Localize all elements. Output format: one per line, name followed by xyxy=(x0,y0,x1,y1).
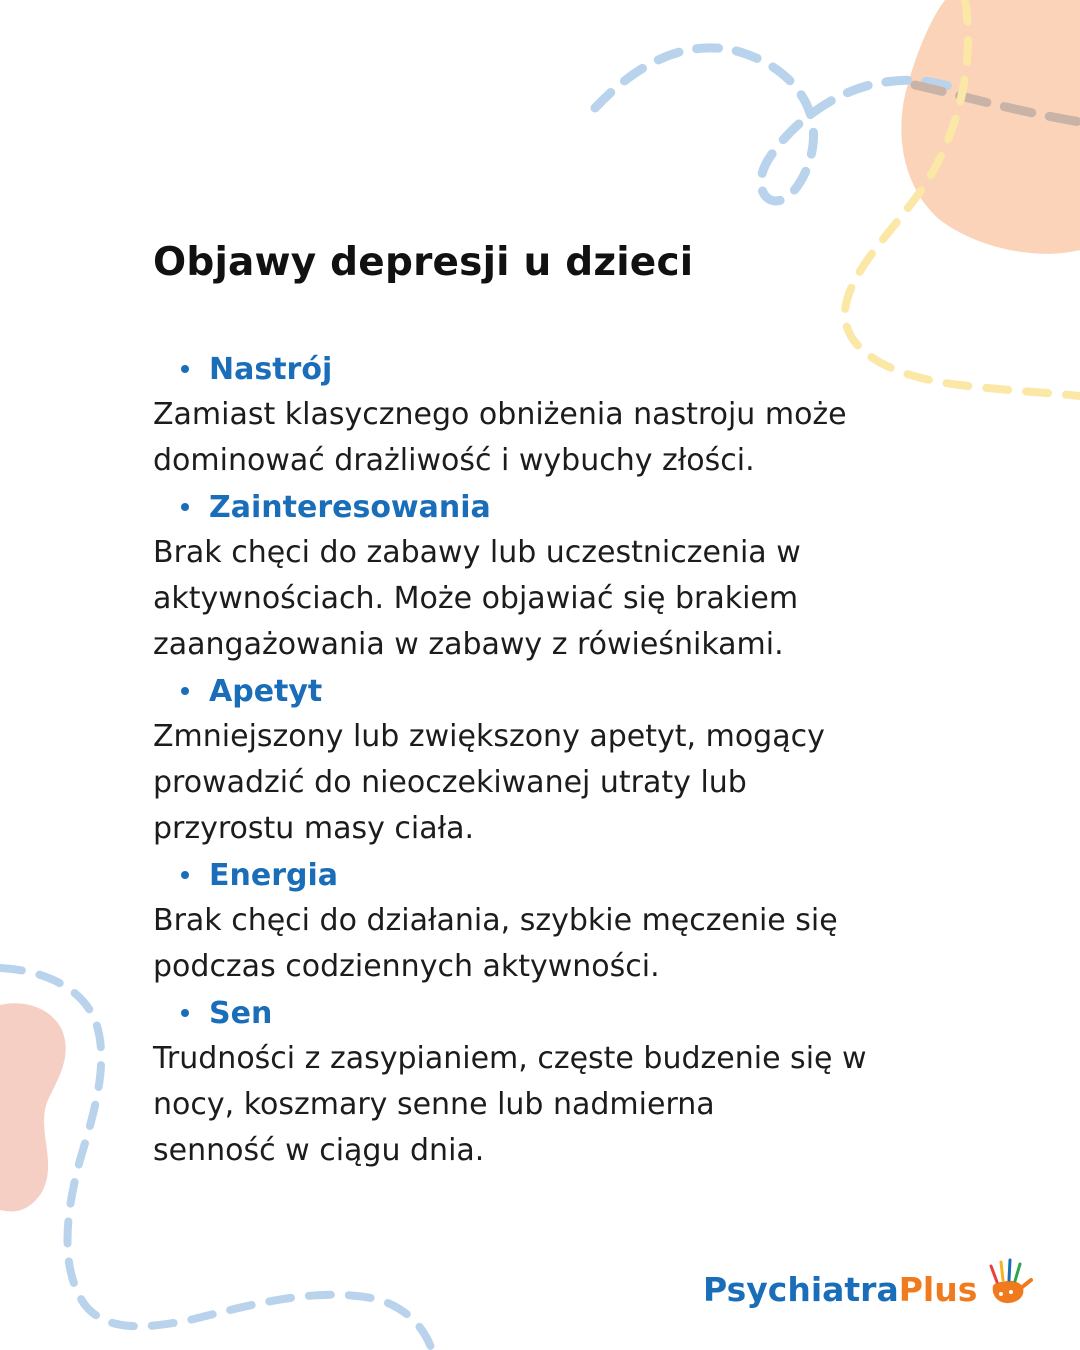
hand-print-icon xyxy=(979,1256,1033,1310)
brand-logo xyxy=(703,1260,1033,1320)
bullet-icon xyxy=(181,871,189,879)
symptom-heading-text: Apetyt xyxy=(209,673,323,709)
symptom-heading-text: Energia xyxy=(209,857,338,893)
blue-dashed-line-top xyxy=(595,48,955,201)
peach-blob xyxy=(901,0,1080,254)
logo-text-plus: Plus xyxy=(898,1270,978,1309)
symptom-heading xyxy=(153,484,973,530)
symptom-heading xyxy=(153,346,973,392)
symptom-heading-text: Zainteresowania xyxy=(209,489,491,525)
symptom-heading-text: Nastrój xyxy=(209,351,333,387)
symptom-description: Trudności z zasypianiem, częste budzenie się w nocy, koszmary senne lub nadmierna senność w ciągu dnia. xyxy=(153,1041,867,1168)
symptom-heading xyxy=(153,990,973,1036)
symptom-item-interests xyxy=(153,484,973,668)
symptom-item-energy xyxy=(153,852,973,990)
main-content xyxy=(153,236,973,1174)
symptom-item-appetite xyxy=(153,668,973,852)
bullet-icon xyxy=(181,365,189,373)
bullet-icon xyxy=(181,503,189,511)
symptom-description: Brak chęci do zabawy lub uczestniczenia w aktywnościach. Może objawiać się brakiem zaangażowania w zabawy z rówieśnikami. xyxy=(153,535,801,662)
symptom-heading-text: Sen xyxy=(209,995,273,1031)
symptom-heading xyxy=(153,668,973,714)
bullet-icon xyxy=(181,687,189,695)
symptom-heading xyxy=(153,852,973,898)
symptom-item-mood xyxy=(153,346,973,484)
symptom-description: Brak chęci do działania, szybkie męczenie się podczas codziennych aktywności. xyxy=(153,903,838,984)
logo-text-psychiatra: Psychiatra xyxy=(703,1270,899,1309)
symptom-description: Zmniejszony lub zwiększony apetyt, mogący prowadzić do nieoczekiwanej utraty lub przyrostu masy ciała. xyxy=(153,719,825,846)
page-title: Objawy depresji u dzieci xyxy=(153,240,694,285)
pink-blob xyxy=(0,1003,66,1211)
symptom-item-sleep xyxy=(153,990,973,1174)
symptom-list xyxy=(153,346,973,1174)
symptom-description: Zamiast klasycznego obniżenia nastroju może dominować drażliwość i wybuchy złości. xyxy=(153,397,847,478)
bullet-icon xyxy=(181,1009,189,1017)
